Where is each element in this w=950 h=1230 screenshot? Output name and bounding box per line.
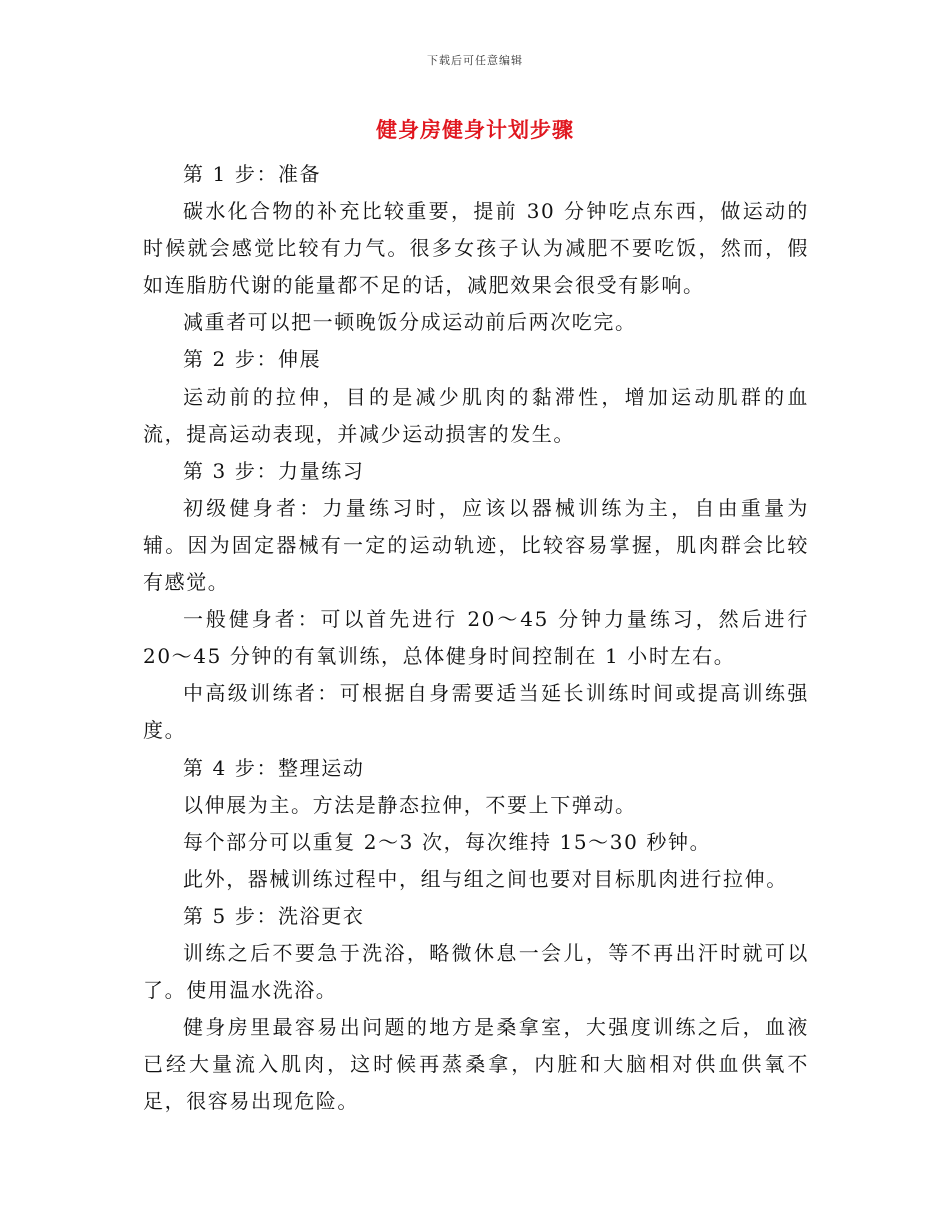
header-note: 下载后可任意编辑 [427,54,523,67]
paragraph: 运动前的拉伸，目的是减少肌肉的黏滞性，增加运动肌群的血流，提高运动表现，并减少运动损害的发生。 [143,384,809,446]
step-5-heading: 第 5 步：洗浴更衣 [183,903,365,928]
paragraph: 训练之后不要急于洗浴，略微休息一会儿，等不再出汗时就可以了。使用温水洗浴。 [143,940,809,1003]
step-4-heading: 第 4 步：整理运动 [183,755,365,780]
paragraph: 每个部分可以重复 2～3 次，每次维持 15～30 秒钟。 [183,829,712,854]
paragraph: 碳水化合物的补充比较重要，提前 30 分钟吃点东西，做运动的时候就会感觉比较有力气。很多女孩子认为减肥不要吃饭，然而，假如连脂肪代谢的能量都不足的话，减肥效果会很受有影响。 [143,199,809,298]
paragraph: 初级健身者：力量练习时，应该以器械训练为主，自由重量为辅。因为固定器械有一定的运动轨迹，比较容易掌握，肌肉群会比较有感觉。 [143,495,809,595]
paragraph: 中高级训练者：可根据自身需要适当延长训练时间或提高训练强度。 [143,681,809,743]
step-3-heading: 第 3 步：力量练习 [183,458,365,483]
paragraph: 减重者可以把一顿晚饭分成运动前后两次吃完。 [183,310,637,335]
document-body [143,156,809,1120]
paragraph: 此外，器械训练过程中，组与组之间也要对目标肌肉进行拉伸。 [183,866,788,891]
paragraph: 一般健身者：可以首先进行 20～45 分钟力量练习，然后进行 20～45 分钟的有氧训练，总体健身时间控制在 1 小时左右。 [143,607,809,669]
step-1-heading: 第 1 步：准备 [183,162,322,186]
document-title: 健身房健身计划步骤 [376,117,574,142]
paragraph: 以伸展为主。方法是静态拉伸，不要上下弹动。 [183,792,637,817]
paragraph: 健身房里最容易出问题的地方是桑拿室，大强度训练之后，血液已经大量流入肌肉，这时候再蒸桑拿，内脏和大脑相对供血供氧不足，很容易出现危险。 [143,1015,809,1114]
step-2-heading: 第 2 步：伸展 [183,347,322,372]
